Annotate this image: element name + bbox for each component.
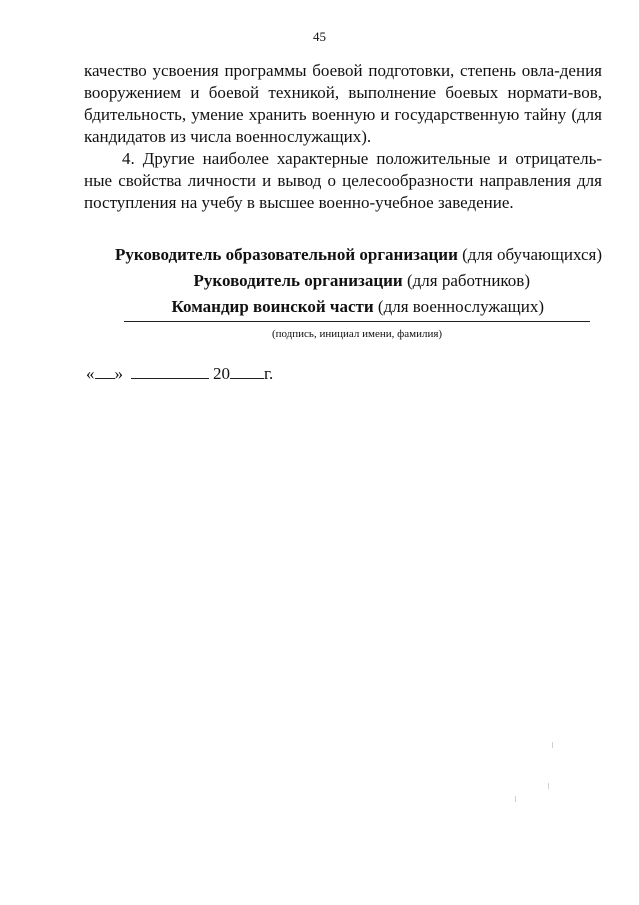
signatory-title: Командир воинской части: [171, 297, 374, 316]
scan-speck: [515, 796, 516, 802]
date-year-blank: [230, 364, 264, 379]
date-line: [86, 364, 273, 384]
signatory-line-organization: [84, 268, 602, 294]
signature-line: [124, 321, 590, 322]
signatory-title: Руководитель образовательной организации: [114, 245, 458, 264]
signatory-note: (для работников): [402, 271, 530, 290]
paragraph-item-4: 4. Другие наиболее характерные положительные и отрицатель-ные свойства личности и вывод о целесообразности направления для поступления на учебу в высшее военно-учебное заведение.: [84, 149, 602, 212]
paragraph-continuation: качество усвоения программы боевой подготовки, степень овла-дения вооружением и боевой техникой, выполнение боевых нормати-вов, бдительность, умение хранить военную и государственную тайну (для кандидатов из числа военнослужащих).: [84, 61, 602, 146]
page-number: 45: [313, 29, 326, 44]
body-text: [84, 60, 602, 214]
scan-speck: [548, 783, 549, 789]
signatory-block: [84, 242, 602, 320]
date-open-quote: «: [86, 364, 95, 383]
date-month-blank: [131, 364, 209, 379]
date-year-suffix: г.: [264, 364, 274, 383]
scan-speck: [552, 742, 553, 748]
signatory-line-military: [84, 294, 602, 320]
signatory-note: (для обучающихся): [457, 245, 602, 264]
date-close-quote: »: [114, 364, 123, 383]
signatory-note: (для военнослужащих): [373, 297, 544, 316]
signatory-title: Руководитель организации: [193, 271, 403, 290]
date-century: 20: [213, 364, 230, 383]
signatory-line-education: [84, 242, 602, 268]
signature-caption: (подпись, инициал имени, фамилия): [271, 328, 443, 340]
date-day-blank: [95, 364, 115, 379]
